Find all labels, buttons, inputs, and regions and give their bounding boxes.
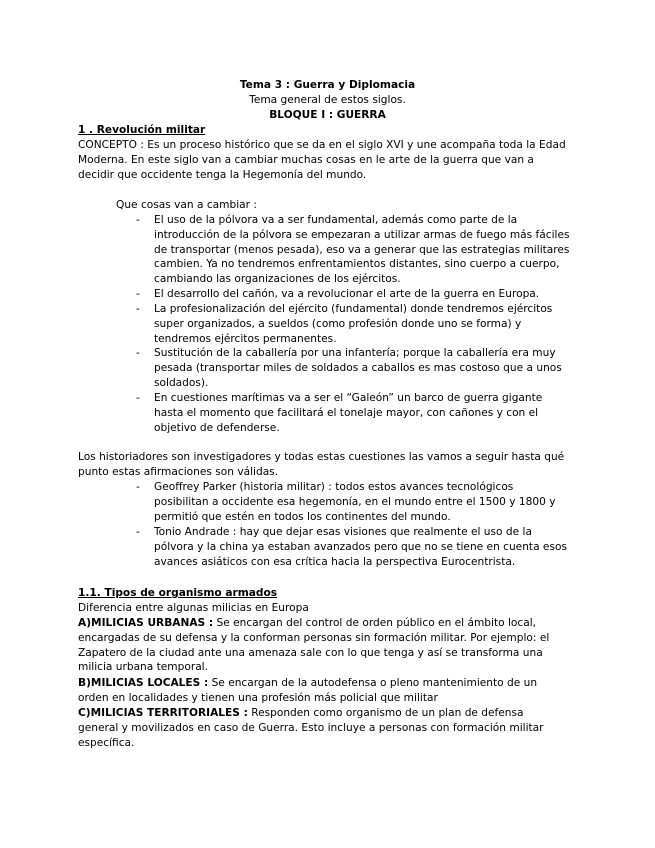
text-line: Sustitución de la caballería por una infantería; porque la caballería era muy <box>154 347 556 359</box>
section-heading: 1.1. Tipos de organismo armados <box>78 587 278 599</box>
page-title: Tema 3 : Guerra y Diplomacia <box>239 79 416 91</box>
text-line: Se encargan del control de orden público en el ámbito local, <box>213 617 537 629</box>
list-item <box>136 346 562 390</box>
text-line: El uso de la pólvora va a ser fundamental, además como parte de la <box>154 214 518 226</box>
text-line: tendremos ejércitos permanentes. <box>154 332 337 345</box>
text-line: de transportar (menos pesada), eso va a generar que las estrategias militares <box>154 243 570 256</box>
section-intro: Diferencia entre algunas milicias en Europa <box>78 602 309 614</box>
text-line: hasta el momento que facilitará el tonelaje mayor, con cañones y con el <box>154 406 539 419</box>
bullet-dash: - <box>136 526 140 538</box>
text-line: cambien. Ya no tendremos enfrentamientos distantes, sino cuerpo a cuerpo, <box>154 258 560 271</box>
bullet-dash: - <box>136 214 140 226</box>
list-item <box>136 302 553 346</box>
changes-intro: Que cosas van a cambiar : <box>116 199 257 211</box>
text-line: cambiando las organizaciones de los ejércitos. <box>154 273 401 286</box>
page-subtitle: Tema general de estos siglos. <box>249 94 406 106</box>
text-line: El desarrollo del cañón, va a revolucionar el arte de la guerra en Europa. <box>154 288 540 300</box>
section-heading: 1 . Revolución militar <box>78 124 206 136</box>
list-item <box>136 525 567 569</box>
text-line: Se encargan de la autodefensa o pleno mantenimiento de un <box>208 677 538 689</box>
block-heading: BLOQUE I : GUERRA <box>269 109 386 121</box>
text-line: pesada (transportar miles de soldados a caballos es mas costoso que a unos <box>154 361 562 374</box>
text-line: En cuestiones marítimas va a ser el “Galeón” un barco de guerra gigante <box>154 392 543 404</box>
list-item <box>136 213 570 287</box>
text-line: Responden como organismo de un plan de defensa <box>247 707 524 719</box>
militia-territorial-paragraph <box>78 706 583 750</box>
bullet-dash: - <box>136 347 140 359</box>
bullet-dash: - <box>136 392 140 404</box>
list-item <box>136 480 556 524</box>
text-line: La profesionalización del ejército (fundamental) donde tendremos ejércitos <box>154 303 553 315</box>
list-item <box>136 287 540 302</box>
historians-paragraph <box>78 450 583 480</box>
text-line: encargadas de su defensa y la conforman personas sin formación militar. Por ejemplo: el <box>78 631 550 644</box>
text-line: general y movilizados en caso de Guerra. Esto incluye a personas con formación militar <box>78 721 544 734</box>
text-line: soldados). <box>154 376 209 389</box>
bullet-dash: - <box>136 288 140 300</box>
text-line: Los historiadores son investigadores y todas estas cuestiones las vamos a seguir hasta qué <box>78 451 565 463</box>
text-line: posibilitan a occidente esa hegemonía, en el mundo entre el 1500 y 1800 y <box>154 495 556 508</box>
text-line: permitió que estén en todos los continentes del mundo. <box>154 510 451 523</box>
bullet-dash: - <box>136 481 140 493</box>
text-line: super organizados, a sueldos (como profesión donde uno se forma) y <box>154 317 522 330</box>
militia-label: A)MILICIAS URBANAS : <box>78 617 214 629</box>
text-line: específica. <box>78 736 135 749</box>
text-line: punto estas afirmaciones son válidas. <box>78 465 279 478</box>
bullet-dash: - <box>136 303 140 315</box>
text-line: Moderna. En este siglo van a cambiar muchas cosas en le arte de la guerra que van a <box>78 153 534 166</box>
text-line: milicia urbana temporal. <box>78 661 208 674</box>
text-line: introducción de la pólvora se empezaran a utilizar armas de fuego más fáciles <box>154 228 570 241</box>
text-line: orden en localidades y tienen una profesión más policial que militar <box>78 691 438 704</box>
militia-label: C)MILICIAS TERRITORIALES : <box>78 707 248 719</box>
text-line: Zapatero de la ciudad ante una amenaza sale con lo que tenga y así se transforma una <box>78 646 543 659</box>
text-line: decidir que occidente tenga la Hegemonía del mundo. <box>78 168 367 181</box>
list-item <box>136 391 543 435</box>
text-line: Tonio Andrade : hay que dejar esas visiones que realmente el uso de la <box>154 526 532 538</box>
militia-label: B)MILICIAS LOCALES : <box>78 677 209 689</box>
text-line: avances asiáticos con esa crítica hacia la perspectiva Eurocentrista. <box>154 555 516 568</box>
militia-urban-paragraph <box>78 616 583 675</box>
text-line: objetivo de defenderse. <box>154 421 280 434</box>
text-line: Geoffrey Parker (historia militar) : todos estos avances tecnológicos <box>154 481 514 493</box>
concept-paragraph <box>78 138 583 182</box>
text-line: pólvora y la china ya estaban avanzados pero que no se tiene en cuenta esos <box>154 540 567 553</box>
militia-local-paragraph <box>78 676 583 706</box>
text-line: CONCEPTO : Es un proceso histórico que se da en el siglo XVI y une acompaña toda la Edad <box>78 139 566 151</box>
